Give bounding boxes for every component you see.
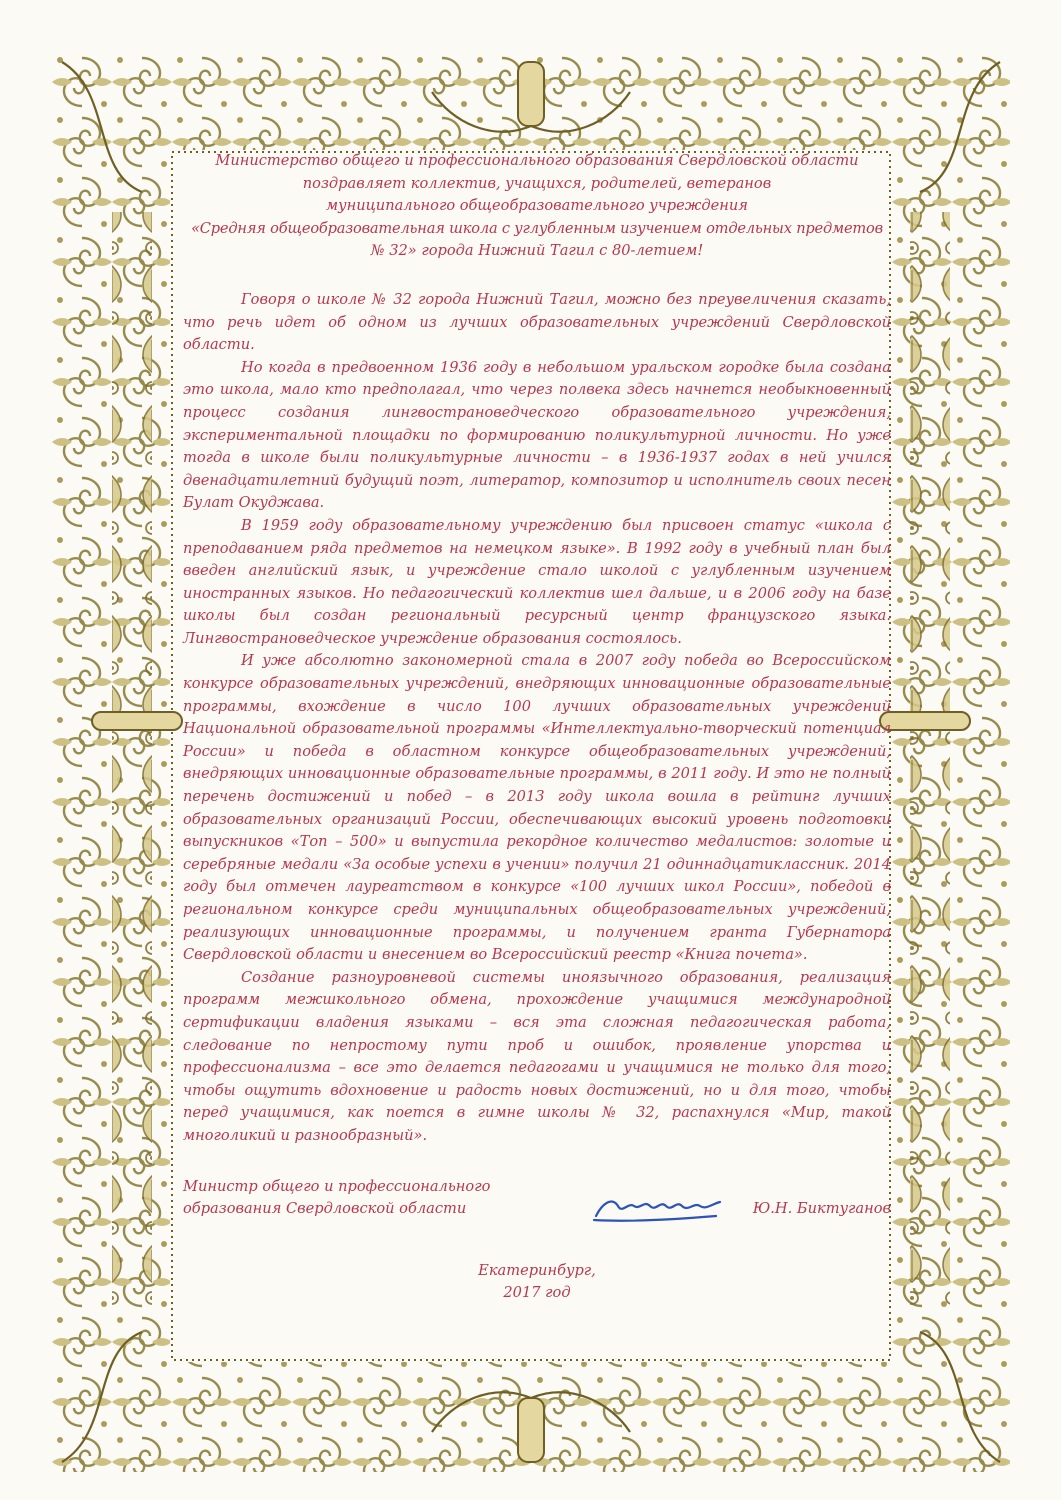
paragraph: Говоря о школе № 32 города Нижний Тагил, можно без преувеличения сказать, что речь идет об одном из лучших образовательных учреждений Свердловской области. — [183, 290, 891, 354]
header-line: «Средняя общеобразовательная школа с углубленным изучением отдельных предметов — [191, 219, 883, 237]
place-and-date — [183, 1260, 891, 1305]
letter-body — [183, 150, 891, 1305]
paragraph: В 1959 году образовательному учреждению был присвоен статус «школа с преподаванием ряда предметов на немецком языке». В 1992 году в учебный план был введен английский язык, и учреждение стало школой с углубленным изучением иностранных языков. Но педагогический коллектив шел дальше, и в 2006 году на базе школы был создан региональный ресурсный центр французского языка. Лингвострановедческое учреждение образования состоялось. — [183, 516, 891, 647]
city: Екатеринбург, — [478, 1261, 596, 1279]
signatory-title-line: образования Свердловской области — [183, 1200, 467, 1218]
paragraph: Но когда в предвоенном 1936 году в небольшом уральском городке была создана это школа, мало кто предполагал, что через полвека здесь начнется необыкновенный процесс создания лингвострановедческого образовательного учреждения, экспериментальной площадки по формированию поликультурной личности. Но уже тогда в школе были поликультурные личности – в 1936-1937 годах в ней учился двенадцатилетний будущий поэт, литератор, композитор и исполнитель своих песен Булат Окуджава. — [183, 358, 891, 512]
handwritten-signature-icon — [588, 1186, 728, 1226]
header-line: поздравляет коллектив, учащихся, родителей, ветеранов — [302, 174, 772, 192]
paragraph: Создание разноуровневой системы иноязычного образования, реализация программ межшкольного обмена, прохождение учащимися международной сертификации владения языками – вся эта сложная педагогическая работа, следование по непростому пути проб и ошибок, проявление упорства и профессионализма – все это делается педагогами и учащимися не только для того, чтобы ощутить вдохновение и радость новых достижений, но и для того, чтобы перед учащимися, как поется в гимне школы № 32, распахнулся «Мир, такой многоликий и разнообразный». — [183, 968, 891, 1144]
header-line: Министерство общего и профессионального образования Свердловской области — [215, 152, 859, 169]
signatory-title — [183, 1176, 490, 1221]
signatory-title-line: Министр общего и профессионального — [183, 1177, 491, 1195]
signature-block — [183, 1176, 891, 1222]
signatory-name: Ю.Н. Биктуганов — [752, 1199, 891, 1217]
paragraph: И уже абсолютно закономерной стала в 2007 году победа во Всероссийском конкурсе образовательных учреждений, внедряющих инновационные образовательные программы, вхождение в число 100 лучших образовательных учреждений Национальной образовательной программы «Интеллектуально-творческий потенциал России» и победа в областном конкурсе общеобразовательных учреждений, внедряющих инновационные образовательные программы, в 2011 году. И это не полный перечень достижений и побед – в 2013 году школа вошла в рейтинг лучших образовательных организаций России, обеспечивающих высокий уровень подготовки выпускников «Топ – 500» и выпустила рекордное количество медалистов: золотые и серебряные медали «За особые успехи в учении» получил 21 одиннадцатиклассник. 2014 году был отмечен лауреатством в конкурсе «100 лучших школ России», победой в региональном конкурсе среди муниципальных общеобразовательных учреждений, реализующих инновационные программы, и получением гранта Губернатора Свердловской области и внесением во Всероссийский реестр «Книга почета». — [183, 652, 891, 964]
letter-header — [183, 150, 891, 263]
year: 2017 год — [503, 1284, 571, 1302]
header-line: № 32» города Нижний Тагил с 80-летием! — [370, 242, 704, 260]
header-line: муниципального общеобразовательного учреждения — [326, 197, 748, 215]
